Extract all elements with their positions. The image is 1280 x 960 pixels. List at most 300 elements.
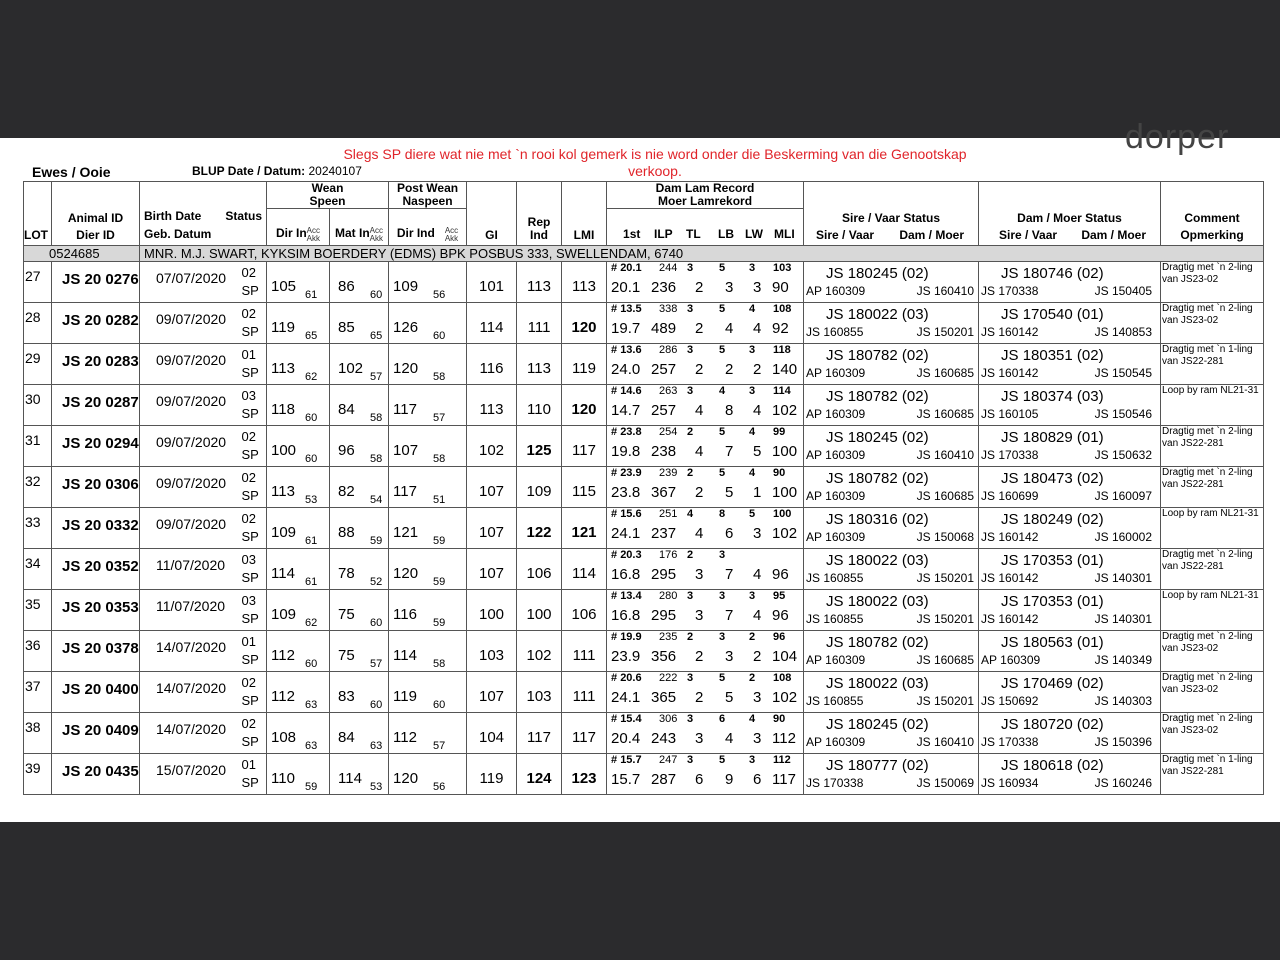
dam-dam: JS 160246 [1094,776,1153,790]
status-code: 01 [241,757,256,772]
dam-record-mli: 96 [772,566,789,583]
dam-record-ilp-top: 222 [659,672,678,684]
comment-text: Dragtig met `n 2-ling van JS22-281 [1162,467,1253,490]
lot-number: 39 [25,760,41,776]
dam-record-lb-top: 5 [719,262,726,274]
dam-record-mli-top: 95 [773,590,786,602]
dir-in-acc: 62 [305,371,318,383]
dam-id: JS 180829 (01) [1001,429,1104,446]
dam-record-mli-top: 103 [773,262,792,274]
gi-cell [467,631,517,672]
dam-record-lw: 4 [753,566,762,583]
dam-record-mli: 140 [772,361,798,378]
gi-value: 107 [479,524,505,541]
lot-cell [24,754,52,795]
dir-in-value: 114 [271,565,295,582]
dir-ind-acc: 57 [433,740,446,752]
dir-ind-acc: 60 [433,699,446,711]
lot-number: 38 [25,719,41,735]
lot-cell [24,262,52,303]
dir-ind-cell [389,549,467,590]
comment-cell [1161,508,1264,549]
header-dir-ind [389,209,467,246]
header-wean-af: Speen [309,194,346,208]
lmi-value: 106 [571,606,597,623]
animal-id: JS 20 0306 [62,476,139,493]
status-code: 02 [241,675,256,690]
birth-date: 14/07/2020 [156,721,227,737]
animal-id-cell [52,303,140,344]
dam-record-first-top: # 15.6 [611,508,642,520]
dam-record-tl: 4 [695,402,704,419]
rep-ind-cell [517,672,562,713]
mat-in-value: 75 [338,647,355,664]
dam-id: JS 180746 (02) [1001,265,1104,282]
gi-cell [467,713,517,754]
dam-record-first: 20.1 [611,279,641,296]
status: SP [241,570,259,585]
dam-record-lw-top: 2 [749,631,756,643]
sire-status-cell [804,713,979,754]
dir-ind-value: 120 [393,360,419,377]
dir-in-cell [267,754,330,795]
status-cell [200,631,267,672]
table-row [24,262,1264,303]
dir-ind-cell [389,303,467,344]
dam-dam: JS 150545 [1094,366,1153,380]
comment-text: Loop by ram NL21-31 [1162,590,1259,601]
dir-ind-cell [389,426,467,467]
status-code: 02 [241,429,256,444]
dir-in-acc: 61 [305,535,318,547]
dam-record-lb-top: 3 [719,549,726,561]
status: SP [241,324,259,339]
mat-in-cell [330,508,389,549]
lmi-cell [562,426,607,467]
owner-name: MNR. M.J. SWART, KYKSIM BOERDERY (EDMS) BPK POSBUS 333, SWELLENDAM, 6740 [140,246,1264,262]
dam-record-first: 16.8 [611,566,641,583]
status: SP [241,406,259,421]
dam-record-lw-top: 4 [749,303,756,315]
mat-in-value: 83 [338,688,355,705]
lot-cell [24,590,52,631]
birth-date-cell [140,467,227,508]
header-wean [267,182,389,209]
gi-value: 113 [479,401,504,418]
birth-date-cell [140,713,227,754]
status: SP [241,652,259,667]
header-dir-ind-label: Dir Ind [396,226,435,240]
lmi-cell [562,303,607,344]
dam-dam: JS 140303 [1094,694,1153,708]
dir-ind-acc: 51 [433,494,446,506]
dam-dam: JS 140301 [1094,612,1153,626]
dam-id: JS 170469 (02) [1001,675,1104,692]
birth-date: 09/07/2020 [156,352,227,368]
header-dam-dam: Dam / Moer [1081,228,1147,242]
status-cell [200,344,267,385]
rep-ind-cell [517,385,562,426]
gi-value: 116 [479,360,504,377]
dir-in-acc: 61 [305,289,318,301]
birth-date-cell [140,508,227,549]
comment-text: Dragtig met `n 1-ling van JS22-281 [1162,344,1253,367]
dam-record-lb: 5 [725,689,734,706]
header-comment-af: Opmerking [1180,228,1244,242]
mat-in-acc: 63 [370,740,383,752]
dam-record-lw: 5 [753,443,762,460]
status-cell [200,508,267,549]
dam-record-lb: 4 [725,320,734,337]
dam-record-mli: 112 [772,730,796,747]
birth-date-cell [140,385,227,426]
dam-record-lw-top: 4 [749,426,756,438]
dam-status-cell [979,262,1161,303]
mat-in-acc: 65 [370,330,383,342]
dir-in-acc: 60 [305,453,318,465]
dam-record-lw: 4 [753,607,762,624]
dam-dam: JS 150546 [1094,407,1153,421]
status-code: 02 [241,716,256,731]
dam-id: JS 170353 (01) [1001,552,1104,569]
lmi-cell [562,713,607,754]
dir-in-cell [267,426,330,467]
table-row [24,713,1264,754]
dam-status-cell [979,303,1161,344]
dam-record-mli: 117 [772,771,796,788]
ewes-table [23,181,1264,795]
dam-record-tl: 4 [695,443,704,460]
lot-number: 34 [25,555,41,571]
animal-id: JS 20 0400 [62,681,139,698]
animal-id-cell [52,467,140,508]
sire-dam: JS 160410 [916,735,975,749]
dam-sire: JS 160142 [981,612,1039,626]
rep-ind-cell [517,467,562,508]
status-cell [200,303,267,344]
sire-status-cell [804,754,979,795]
dam-record-lb-top: 3 [719,631,726,643]
dam-record-cell [607,262,804,303]
gi-value: 101 [479,278,505,295]
dam-record-tl-top: 3 [687,754,694,766]
dir-ind-cell [389,631,467,672]
dir-in-cell [267,344,330,385]
comment-cell [1161,754,1264,795]
header-sire-status [804,182,979,246]
header-post-wean-en: Post Wean [396,181,459,195]
dam-record-lb-top: 5 [719,754,726,766]
rep-ind-cell [517,754,562,795]
mat-in-value: 114 [338,770,362,787]
gi-cell [467,344,517,385]
rep-ind-value: 124 [526,770,552,787]
sire-dam: JS 160410 [916,284,975,298]
dam-record-first-top: # 19.9 [611,631,642,643]
dam-record-tl: 2 [695,689,704,706]
sire-status-cell [804,344,979,385]
owner-code: 0524685 [24,246,140,262]
animal-id-cell [52,754,140,795]
dam-status-cell [979,631,1161,672]
animal-id-cell [52,262,140,303]
header-dir-in [267,209,330,246]
dam-status-cell [979,467,1161,508]
dam-record-mli: 90 [772,279,789,296]
status-cell [200,590,267,631]
dam-record-ilp: 237 [651,525,677,542]
header-lw: LW [745,227,764,241]
header-comment [1161,182,1264,246]
dam-record-lb: 3 [725,648,734,665]
dam-status-cell [979,713,1161,754]
dam-record-cell [607,549,804,590]
sire-sire: AP 160309 [806,366,866,380]
animal-id-cell [52,426,140,467]
lmi-cell [562,467,607,508]
mat-in-cell [330,631,389,672]
dam-sire: AP 160309 [981,653,1041,667]
rep-ind-cell [517,303,562,344]
lmi-value: 117 [572,442,596,459]
rep-ind-value: 113 [527,278,551,295]
table-row [24,549,1264,590]
dir-ind-acc: 59 [433,617,446,629]
dir-in-acc: 61 [305,576,318,588]
header-dam-lam-record: Dam Lam Record [655,181,755,195]
dam-record-first-top: # 15.4 [611,713,642,725]
dam-record-lw-top: 2 [749,672,756,684]
header-ind: Ind [530,228,549,242]
sire-id: JS 180782 (02) [826,388,929,405]
dir-ind-value: 114 [393,647,417,664]
mat-in-cell [330,754,389,795]
birth-date-cell [140,672,227,713]
dam-id: JS 180563 (01) [1001,634,1104,651]
dam-record-lb: 5 [725,484,734,501]
sire-sire: JS 160855 [806,612,864,626]
sire-dam: JS 150201 [916,694,975,708]
header-gi: GI [467,182,517,246]
sire-id: JS 180782 (02) [826,470,929,487]
dam-id: JS 180720 (02) [1001,716,1104,733]
dam-record-lb: 7 [725,443,734,460]
lot-number: 29 [25,350,41,366]
dam-record-first-top: # 15.7 [611,754,642,766]
mat-in-value: 84 [338,401,355,418]
dam-record-first: 24.0 [611,361,641,378]
sire-sire: AP 160309 [806,407,866,421]
mat-in-cell [330,590,389,631]
dam-record-lb: 7 [725,566,734,583]
status: SP [241,611,259,626]
dir-in-value: 118 [271,401,295,418]
dam-status-cell [979,672,1161,713]
dam-dam: JS 140853 [1094,325,1153,339]
dam-record-lb-top: 5 [719,672,726,684]
sire-dam: JS 160685 [916,407,975,421]
dam-record-first-top: # 13.5 [611,303,642,315]
comment-cell [1161,385,1264,426]
dam-record-ilp: 257 [651,402,677,419]
sire-id: JS 180022 (03) [826,675,929,692]
mat-in-cell [330,713,389,754]
comment-text: Dragtig met `n 1-ling van JS22-281 [1162,754,1253,777]
dir-in-acc: 60 [305,412,318,424]
dir-ind-acc: 58 [433,658,446,670]
status: SP [241,283,259,298]
gi-value: 102 [479,442,505,459]
lot-number: 28 [25,309,41,325]
header-lmi: LMI [562,182,607,246]
dam-record-tl: 3 [695,566,704,583]
dir-ind-acc: 59 [433,576,446,588]
dir-in-acc: 63 [305,740,318,752]
dam-id: JS 170353 (01) [1001,593,1104,610]
dir-in-acc: 59 [305,781,318,793]
status: SP [241,775,259,790]
lmi-value: 119 [572,360,596,377]
sire-id: JS 180022 (03) [826,552,929,569]
dam-record-tl: 2 [695,484,704,501]
dam-record-lb-top: 3 [719,590,726,602]
dam-record-lb: 3 [725,279,734,296]
dam-record-mli-top: 96 [773,631,786,643]
comment-cell [1161,303,1264,344]
rep-ind-cell [517,713,562,754]
dam-record-first: 23.9 [611,648,641,665]
status-cell [200,713,267,754]
gi-value: 114 [479,319,504,336]
mat-in-value: 75 [338,606,355,623]
rep-ind-cell [517,549,562,590]
birth-date: 09/07/2020 [156,475,227,491]
dam-record-ilp: 257 [651,361,677,378]
header-mli: MLI [774,227,795,241]
header-status: Status [225,209,262,223]
dam-record-tl-top: 2 [687,426,694,438]
animal-id: JS 20 0283 [62,353,139,370]
header-post-wean [389,182,467,209]
dam-record-lw: 1 [753,484,762,501]
birth-date-cell [140,631,227,672]
lmi-value: 113 [572,278,596,295]
dam-record-lb-top: 4 [719,385,726,397]
sire-id: JS 180245 (02) [826,716,929,733]
dir-in-acc: 63 [305,699,318,711]
table-row [24,672,1264,713]
table-row [24,385,1264,426]
animal-id: JS 20 0378 [62,640,139,657]
dir-in-value: 113 [271,483,295,500]
dir-in-value: 105 [271,278,297,295]
table-row [24,426,1264,467]
lmi-value: 111 [572,647,596,664]
gi-value: 107 [479,688,505,705]
birth-date-cell [140,754,227,795]
lot-cell [24,508,52,549]
table-row [24,631,1264,672]
dir-ind-cell [389,344,467,385]
sire-dam: JS 160685 [916,489,975,503]
lmi-value: 120 [571,401,597,418]
birth-date: 14/07/2020 [156,639,227,655]
header-dir-in-akk: Akk [306,234,320,243]
header-dir-ind-acc: Acc [444,226,459,235]
gi-value: 119 [479,770,504,787]
dam-record-lw: 3 [753,730,762,747]
dir-in-value: 110 [271,770,295,787]
dam-record-lw: 2 [753,361,762,378]
comment-cell [1161,672,1264,713]
status-code: 01 [241,347,256,362]
sire-status-cell [804,303,979,344]
dam-record-lw: 2 [753,648,762,665]
dam-record-mli-top: 99 [773,426,786,438]
animal-id: JS 20 0353 [62,599,139,616]
dam-record-tl-top: 3 [687,385,694,397]
animal-id-cell [52,672,140,713]
header-ilp: ILP [654,227,673,241]
status-code: 03 [241,593,256,608]
header-lb: LB [718,227,735,241]
dam-record-tl: 3 [695,730,704,747]
comment-text: Dragtig met `n 2-ling van JS23-02 [1162,631,1253,654]
dir-ind-value: 117 [393,401,417,418]
sire-status-cell [804,426,979,467]
dam-record-ilp-top: 280 [659,590,678,602]
dam-record-mli-top: 118 [773,344,791,356]
mat-in-cell [330,467,389,508]
dam-record-ilp-top: 251 [659,508,678,520]
dam-sire: JS 170338 [981,735,1039,749]
dam-sire: JS 160934 [981,776,1039,790]
dir-ind-value: 109 [393,278,419,295]
dam-record-lw-top: 4 [749,467,756,479]
sire-sire: AP 160309 [806,448,866,462]
lmi-value: 123 [571,770,597,787]
lmi-value: 115 [572,483,596,500]
header-dir-ind-akk: Akk [444,234,459,243]
birth-date: 11/07/2020 [156,598,226,614]
rep-ind-value: 100 [526,606,552,623]
header-sire-status-title: Sire / Vaar Status [841,211,941,225]
dir-ind-acc: 56 [433,781,446,793]
header-birth-status [140,182,267,246]
header-mat-in-label: Mat In [335,226,370,240]
gi-value: 107 [479,483,505,500]
lmi-value: 111 [572,688,596,705]
dam-record-first-top: # 14.6 [611,385,642,397]
comment-cell [1161,631,1264,672]
mat-in-acc: 53 [370,781,383,793]
gi-cell [467,590,517,631]
dam-record-tl: 2 [695,648,704,665]
lmi-cell [562,590,607,631]
dam-record-lw-top: 3 [749,262,756,274]
birth-date: 07/07/2020 [156,270,227,286]
header-animal-id-af: Dier ID [76,228,115,242]
dam-record-ilp: 367 [651,484,677,501]
dam-record-tl: 3 [695,607,704,624]
header-wean-en: Wean [311,181,344,195]
dam-sire: JS 160142 [981,571,1039,585]
status-cell [200,754,267,795]
dam-record-first: 24.1 [611,689,641,706]
animal-id-cell [52,549,140,590]
sire-id: JS 180245 (02) [826,429,929,446]
dam-record-lw: 6 [753,771,762,788]
